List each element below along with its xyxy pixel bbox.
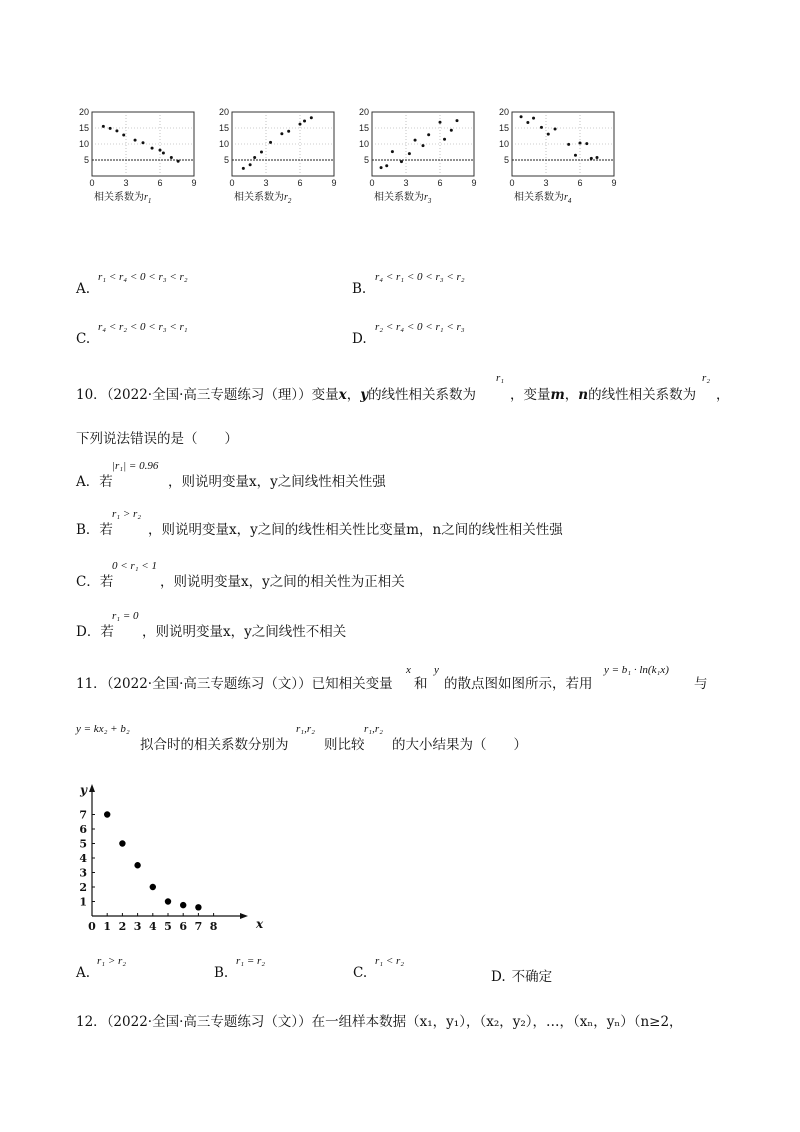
q10-comma: ，: [716, 387, 730, 403]
data-point: [585, 142, 588, 145]
q11-var-y: y: [434, 664, 439, 676]
q10-option-d-expr: r₁ = 0: [112, 610, 139, 622]
x-tick-label: 0: [509, 178, 515, 188]
q10-r1: r₁: [496, 372, 505, 384]
mini-plot-4: [492, 106, 622, 206]
x-tick-label: 0: [369, 178, 375, 188]
q9-option-c[interactable]: C.: [76, 331, 91, 347]
mini-caption-2: 相关系数为$r_2$: [234, 192, 292, 205]
y-tick-label: 5: [503, 155, 509, 165]
data-point: [526, 121, 529, 124]
data-point: [443, 138, 446, 141]
data-point: [380, 166, 383, 169]
data-point: [414, 139, 417, 142]
y-tick-label: 5: [79, 837, 87, 851]
x-tick-label: 0: [89, 178, 95, 188]
q10-source: （2022·全国·高三专题练习（理））: [106, 387, 312, 403]
data-point: [408, 152, 411, 155]
q10-number: 10．: [76, 387, 107, 403]
data-point: [547, 133, 550, 136]
x-tick-label: 3: [263, 178, 269, 188]
mini-plot-3-svg: [352, 106, 482, 188]
y-tick-label: 10: [218, 139, 229, 149]
data-point: [287, 130, 290, 133]
q11-option-b[interactable]: B.: [214, 965, 229, 981]
mini-plot-3: [352, 106, 482, 206]
q11-and: 和: [414, 676, 428, 692]
mini-plot-2-svg: [212, 106, 342, 188]
q9-option-a-expr: r₁ < r₄ < 0 < r₃ < r₂: [98, 271, 188, 283]
y-tick-label: 5: [223, 155, 229, 165]
mini-plot-4-svg: [492, 106, 622, 188]
y-tick-label: 15: [78, 123, 89, 133]
data-point: [456, 119, 459, 122]
data-point: [150, 884, 156, 890]
y-tick-label: 20: [358, 107, 369, 117]
x-tick-label: 6: [437, 178, 443, 188]
data-point: [180, 902, 186, 908]
data-point: [439, 121, 442, 124]
q11-stem: 11．（2022·全国·高三专题练习（文））已知相关变量: [76, 676, 393, 692]
x-axis-label: x: [256, 917, 264, 931]
x-tick-label: 6: [157, 178, 163, 188]
q11-stem-f: 的大小结果为（ ）: [392, 737, 527, 753]
q10-option-c-expr: 0 < r₁ < 1: [112, 560, 157, 572]
q11-stem-c: 与: [694, 676, 708, 692]
y-tick-label: 20: [218, 107, 229, 117]
data-point: [109, 127, 112, 130]
x-tick-label: 9: [611, 178, 617, 188]
y-tick-label: 4: [79, 852, 87, 865]
x-axis-arrow: [240, 913, 248, 919]
x-tick-label: 6: [297, 178, 303, 188]
data-point: [162, 151, 165, 154]
q11-option-c[interactable]: C.: [353, 965, 368, 981]
x-tick-label: 9: [471, 178, 477, 188]
data-point: [142, 141, 145, 144]
q11-option-a[interactable]: A.: [76, 965, 91, 981]
q10-option-b-expr: r₁ > r₂: [112, 508, 142, 520]
y-tick-label: 2: [79, 881, 87, 894]
q11-scatter-svg: [70, 780, 264, 940]
data-point: [195, 904, 201, 910]
data-point: [422, 144, 425, 147]
q10-option-a-expr: |r₁| = 0.96: [112, 460, 159, 472]
q10-option-a[interactable]: A．若: [76, 474, 113, 490]
data-point: [134, 862, 140, 868]
q10-option-a-text: ，则说明变量x，y之间线性相关性强: [168, 474, 386, 490]
q12-source: （2022·全国·高三专题练习（文））: [106, 1014, 312, 1030]
data-point: [165, 898, 171, 904]
data-point: [159, 149, 162, 152]
q11-var-x: x: [406, 664, 411, 676]
data-point: [170, 156, 173, 159]
x-tick-label: 9: [331, 178, 337, 188]
q11-rr2: r₁,r₂: [364, 723, 383, 735]
q9-option-c-expr: r₄ < r₂ < 0 < r₃ < r₁: [98, 321, 188, 333]
data-point: [400, 160, 403, 163]
x-tick-label: 3: [403, 178, 409, 188]
q11-eq2: y = kx₂ + b₂: [76, 723, 130, 735]
x-tick-label: 6: [577, 178, 583, 188]
data-point: [450, 129, 453, 132]
q9-option-d-expr: r₂ < r₄ < 0 < r₁ < r₃: [375, 321, 465, 333]
y-tick-label: 15: [218, 123, 229, 133]
y-tick-label: 7: [79, 808, 87, 822]
data-point: [567, 143, 570, 146]
data-point: [102, 125, 105, 128]
y-tick-label: 10: [358, 139, 369, 149]
data-point: [574, 154, 577, 157]
q9-option-a[interactable]: A.: [76, 281, 91, 297]
data-point: [280, 132, 283, 135]
y-axis-label: y: [80, 783, 87, 797]
x-tick-label: 8: [209, 920, 218, 933]
q10-stem: 10．（2022·全国·高三专题练习（理））变量x，y的线性相关系数为: [76, 387, 477, 403]
x-tick-label: 2: [118, 920, 127, 933]
y-tick-label: 3: [79, 866, 87, 880]
y-tick-label: 5: [83, 155, 89, 165]
data-point: [579, 142, 582, 145]
q11-option-c-expr: r₁ < r₂: [375, 955, 405, 967]
q10-option-d-text: ，则说明变量x，y之间线性不相关: [142, 624, 347, 640]
data-point: [119, 840, 125, 846]
x-tick-label: 7: [194, 920, 203, 933]
data-point: [590, 157, 593, 160]
data-point: [249, 163, 252, 166]
q12-number: 12．: [76, 1014, 107, 1030]
q10-option-d[interactable]: D．若: [76, 624, 114, 640]
q11-option-d[interactable]: D. 不确定: [491, 969, 553, 985]
q10-line2: 下列说法错误的是（ ）: [76, 431, 238, 447]
y-tick-label: 5: [363, 155, 369, 165]
data-point: [532, 117, 535, 120]
y-tick-label: 20: [498, 107, 509, 117]
x-tick-label: 9: [191, 178, 197, 188]
y-tick-label: 15: [358, 123, 369, 133]
q9-option-b[interactable]: B.: [352, 281, 367, 297]
q11-stem-e: 则比较: [324, 737, 365, 753]
data-point: [260, 151, 263, 154]
q10-r2: r₂: [702, 372, 711, 384]
x-tick-label: 4: [148, 920, 157, 933]
y-tick-label: 1: [79, 895, 87, 909]
x-tick-label: 1: [103, 920, 112, 933]
q11-eq1: y = b₁ · ln(k₁x): [604, 664, 669, 676]
q11-source: （2022·全国·高三专题练习（文））: [106, 676, 312, 692]
data-point: [385, 164, 388, 167]
q11-stem-d: 拟合时的相关系数分别为: [140, 737, 289, 753]
data-point: [104, 811, 110, 817]
data-point: [554, 127, 557, 130]
q11-option-a-expr: r₁ > r₂: [97, 955, 127, 967]
y-tick-label: 20: [78, 107, 89, 117]
q11-scatter-chart: [70, 780, 264, 944]
q10-option-c[interactable]: C．若: [76, 574, 114, 590]
x-tick-label: 0: [88, 920, 96, 933]
data-point: [391, 150, 394, 153]
data-point: [303, 119, 306, 122]
q10-stem-tail: ，变量m，n的线性相关系数为: [510, 387, 697, 403]
data-point: [596, 156, 599, 159]
q12-stem: 12．（2022·全国·高三专题练习（文））在一组样本数据（x₁，y₁），（x₂，y₂），…，（xₙ，yₙ）（n≥2，: [76, 1014, 683, 1030]
q11-number: 11．: [76, 676, 107, 692]
data-point: [151, 147, 154, 150]
data-point: [427, 133, 430, 136]
data-point: [242, 167, 245, 170]
x-tick-label: 0: [229, 178, 235, 188]
y-tick-label: 10: [78, 139, 89, 149]
mini-plot-2: [212, 106, 342, 206]
y-tick-label: 10: [498, 139, 509, 149]
mini-caption-1: 相关系数为$r_1$: [94, 192, 152, 205]
data-point: [253, 156, 256, 159]
data-point: [310, 116, 313, 119]
data-point: [115, 129, 118, 132]
q11-stem-b: 的散点图如图所示，若用: [444, 676, 593, 692]
mini-plot-1: [72, 106, 202, 206]
q10-option-b-text: ，则说明变量x，y之间的线性相关性比变量m，n之间的线性相关性强: [148, 522, 563, 538]
x-tick-label: 3: [543, 178, 549, 188]
x-tick-label: 3: [123, 178, 129, 188]
q11-rr: r₁,r₂: [296, 723, 315, 735]
mini-plot-1-svg: [72, 106, 202, 188]
data-point: [540, 126, 543, 129]
q9-option-d[interactable]: D.: [352, 331, 367, 347]
q10-option-c-text: ，则说明变量x，y之间的相关性为正相关: [160, 574, 405, 590]
data-point: [122, 134, 125, 137]
q9-option-b-expr: r₄ < r₁ < 0 < r₃ < r₂: [375, 271, 465, 283]
q10-option-b[interactable]: B．若: [76, 522, 113, 538]
mini-caption-4: 相关系数为$r_4$: [514, 192, 572, 205]
data-point: [520, 115, 523, 118]
y-tick-label: 6: [79, 823, 87, 836]
x-tick-label: 5: [164, 920, 172, 933]
data-point: [299, 123, 302, 126]
data-point: [269, 141, 272, 144]
y-axis-arrow: [89, 784, 95, 792]
q11-option-b-expr: r₁ = r₂: [236, 955, 266, 967]
data-point: [177, 160, 180, 163]
x-tick-label: 3: [133, 920, 142, 933]
y-tick-label: 15: [498, 123, 509, 133]
data-point: [134, 139, 137, 142]
x-tick-label: 6: [179, 920, 188, 933]
mini-caption-3: 相关系数为$r_3$: [374, 192, 432, 205]
